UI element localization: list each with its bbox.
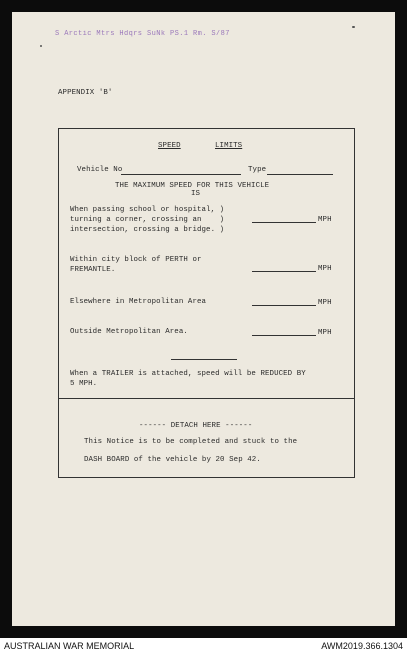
speed-blank [252,305,316,306]
document-page [12,12,395,626]
footer-accession-number: AWM2019.366.1304 [321,641,403,651]
instruction-line-2: DASH BOARD of the vehicle by 20 Sep 42. [84,456,261,464]
notice-heading-limits: LIMITS [215,142,243,150]
speed-blank [252,222,316,223]
condition-metropolitan: Elsewhere in Metropolitan Area [70,298,207,306]
type-label: Type [248,166,267,174]
speed-limits-notice [58,128,355,478]
mph-unit: MPH [318,216,332,224]
max-speed-is: IS [191,190,201,198]
appendix-label: APPENDIX 'B' [58,89,113,97]
vehicle-no-label: Vehicle No [77,166,123,174]
detach-divider [59,398,354,399]
punch-mark [352,26,355,28]
vehicle-no-blank [121,174,241,175]
signature-rule [171,359,237,360]
speed-blank [252,335,316,336]
instruction-line-1: This Notice is to be completed and stuck to the [84,438,298,446]
punch-mark [40,45,42,47]
mph-unit: MPH [318,265,332,273]
footer-institution: AUSTRALIAN WAR MEMORIAL [4,641,135,651]
condition-city-block: Within city block of PERTH or FREMANTLE. [70,256,202,274]
mph-unit: MPH [318,329,332,337]
trailer-note: When a TRAILER is attached, speed will be REDUCED BY 5 MPH. [70,370,306,388]
mph-unit: MPH [318,299,332,307]
type-blank [267,174,333,175]
condition-school-hospital: When passing school or hospital, ) turning a corner, crossing an ) intersection, crossing a bridge. ) [70,206,225,234]
header-stamp: S Arctic Mtrs Hdqrs SuNk PS.1 Rm. S/87 [55,30,230,38]
condition-outside-metro: Outside Metropolitan Area. [70,328,188,336]
archive-footer [0,638,407,653]
detach-here: ------ DETACH HERE ------ [139,422,253,430]
notice-heading-speed: SPEED [158,142,181,150]
max-speed-heading: THE MAXIMUM SPEED FOR THIS VEHICLE [115,182,270,190]
speed-blank [252,271,316,272]
